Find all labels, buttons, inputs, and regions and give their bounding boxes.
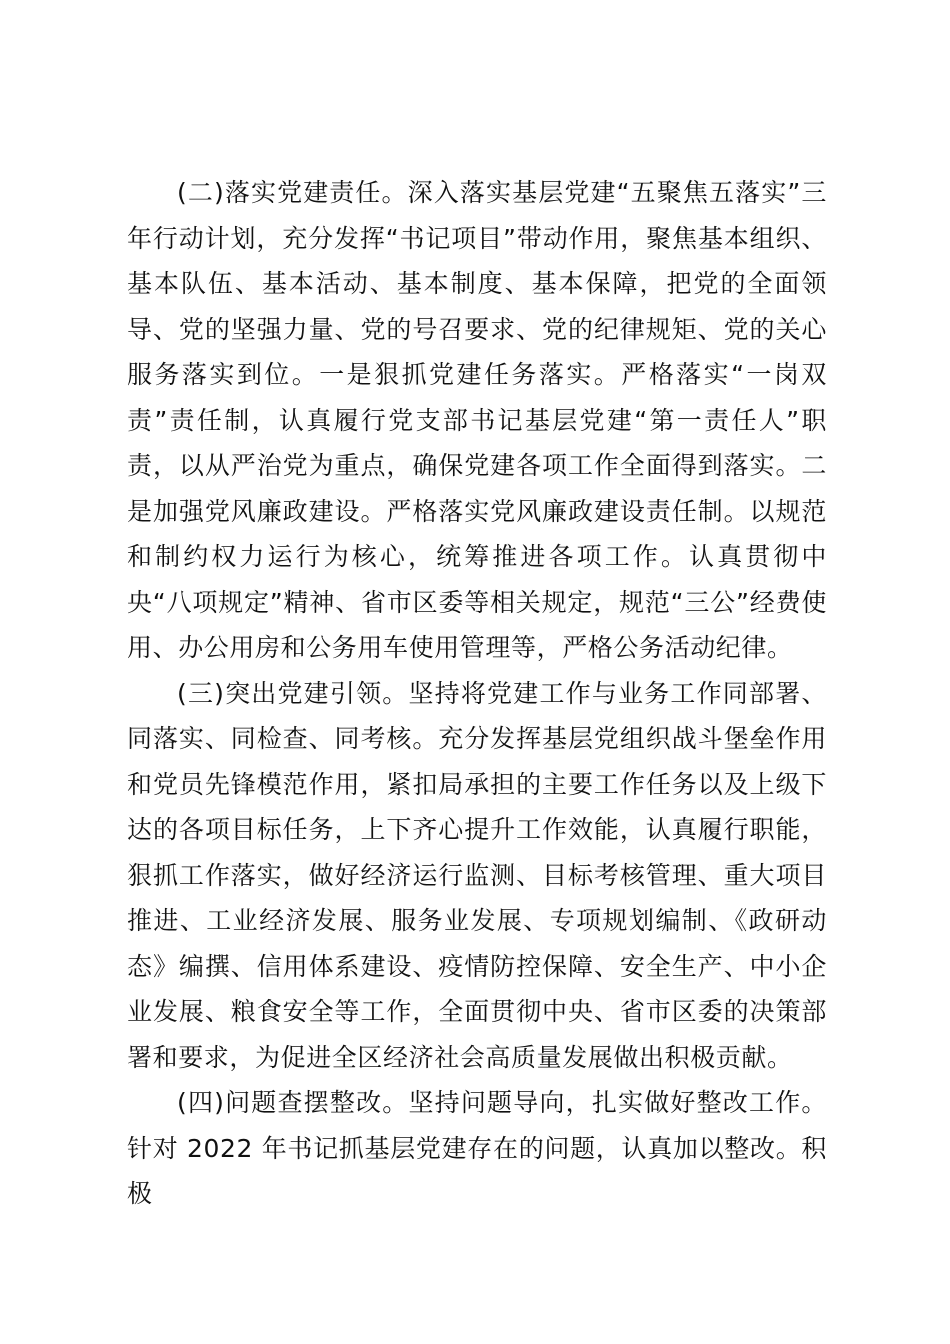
- paragraph-problem-rectification: (四)问题查摆整改。坚持问题导向，扎实做好整改工作。针对 2022 年书记抓基层党建存在的问题，认真加以整改。积极: [127, 1088, 827, 1208]
- document-body: [127, 170, 827, 1217]
- paragraph-highlight-party-building-leadership: (三)突出党建引领。坚持将党建工作与业务工作同部署、同落实、同检查、同考核。充分发挥基层党组织战斗堡垒作用和党员先锋模范作用，紧扣局承担的主要工作任务以及上级下达的各项目标任务，上下齐心提升工作效能，认真履行职能，狠抓工作落实，做好经济运行监测、目标考核管理、重大项目推进、工业经济发展、服务业发展、专项规划编制、《政研动态》编撰、信用体系建设、疫情防控保障、安全生产、中小企业发展、粮食安全等工作，全面贯彻中央、省市区委的决策部署和要求，为促进全区经济社会高质量发展做出积极贡献。: [127, 678, 827, 1072]
- paragraph-implement-party-building-responsibility: (二)落实党建责任。深入落实基层党建“五聚焦五落实”三年行动计划，充分发挥“书记项目”带动作用，聚焦基本组织、基本队伍、基本活动、基本制度、基本保障，把党的全面领导、党的坚强力量、党的号召要求、党的纪律规矩、党的关心服务落实到位。一是狠抓党建任务落实。严格落实“一岗双责”责任制，认真履行党支部书记基层党建“第一责任人”职责，以从严治党为重点，确保党建各项工作全面得到落实。二是加强党风廉政建设。严格落实党风廉政建设责任制。以规范和制约权力运行为核心，统筹推进各项工作。认真贯彻中央“八项规定”精神、省市区委等相关规定，规范“三公”经费使用、办公用房和公务用车使用管理等，严格公务活动纪律。: [127, 178, 827, 662]
